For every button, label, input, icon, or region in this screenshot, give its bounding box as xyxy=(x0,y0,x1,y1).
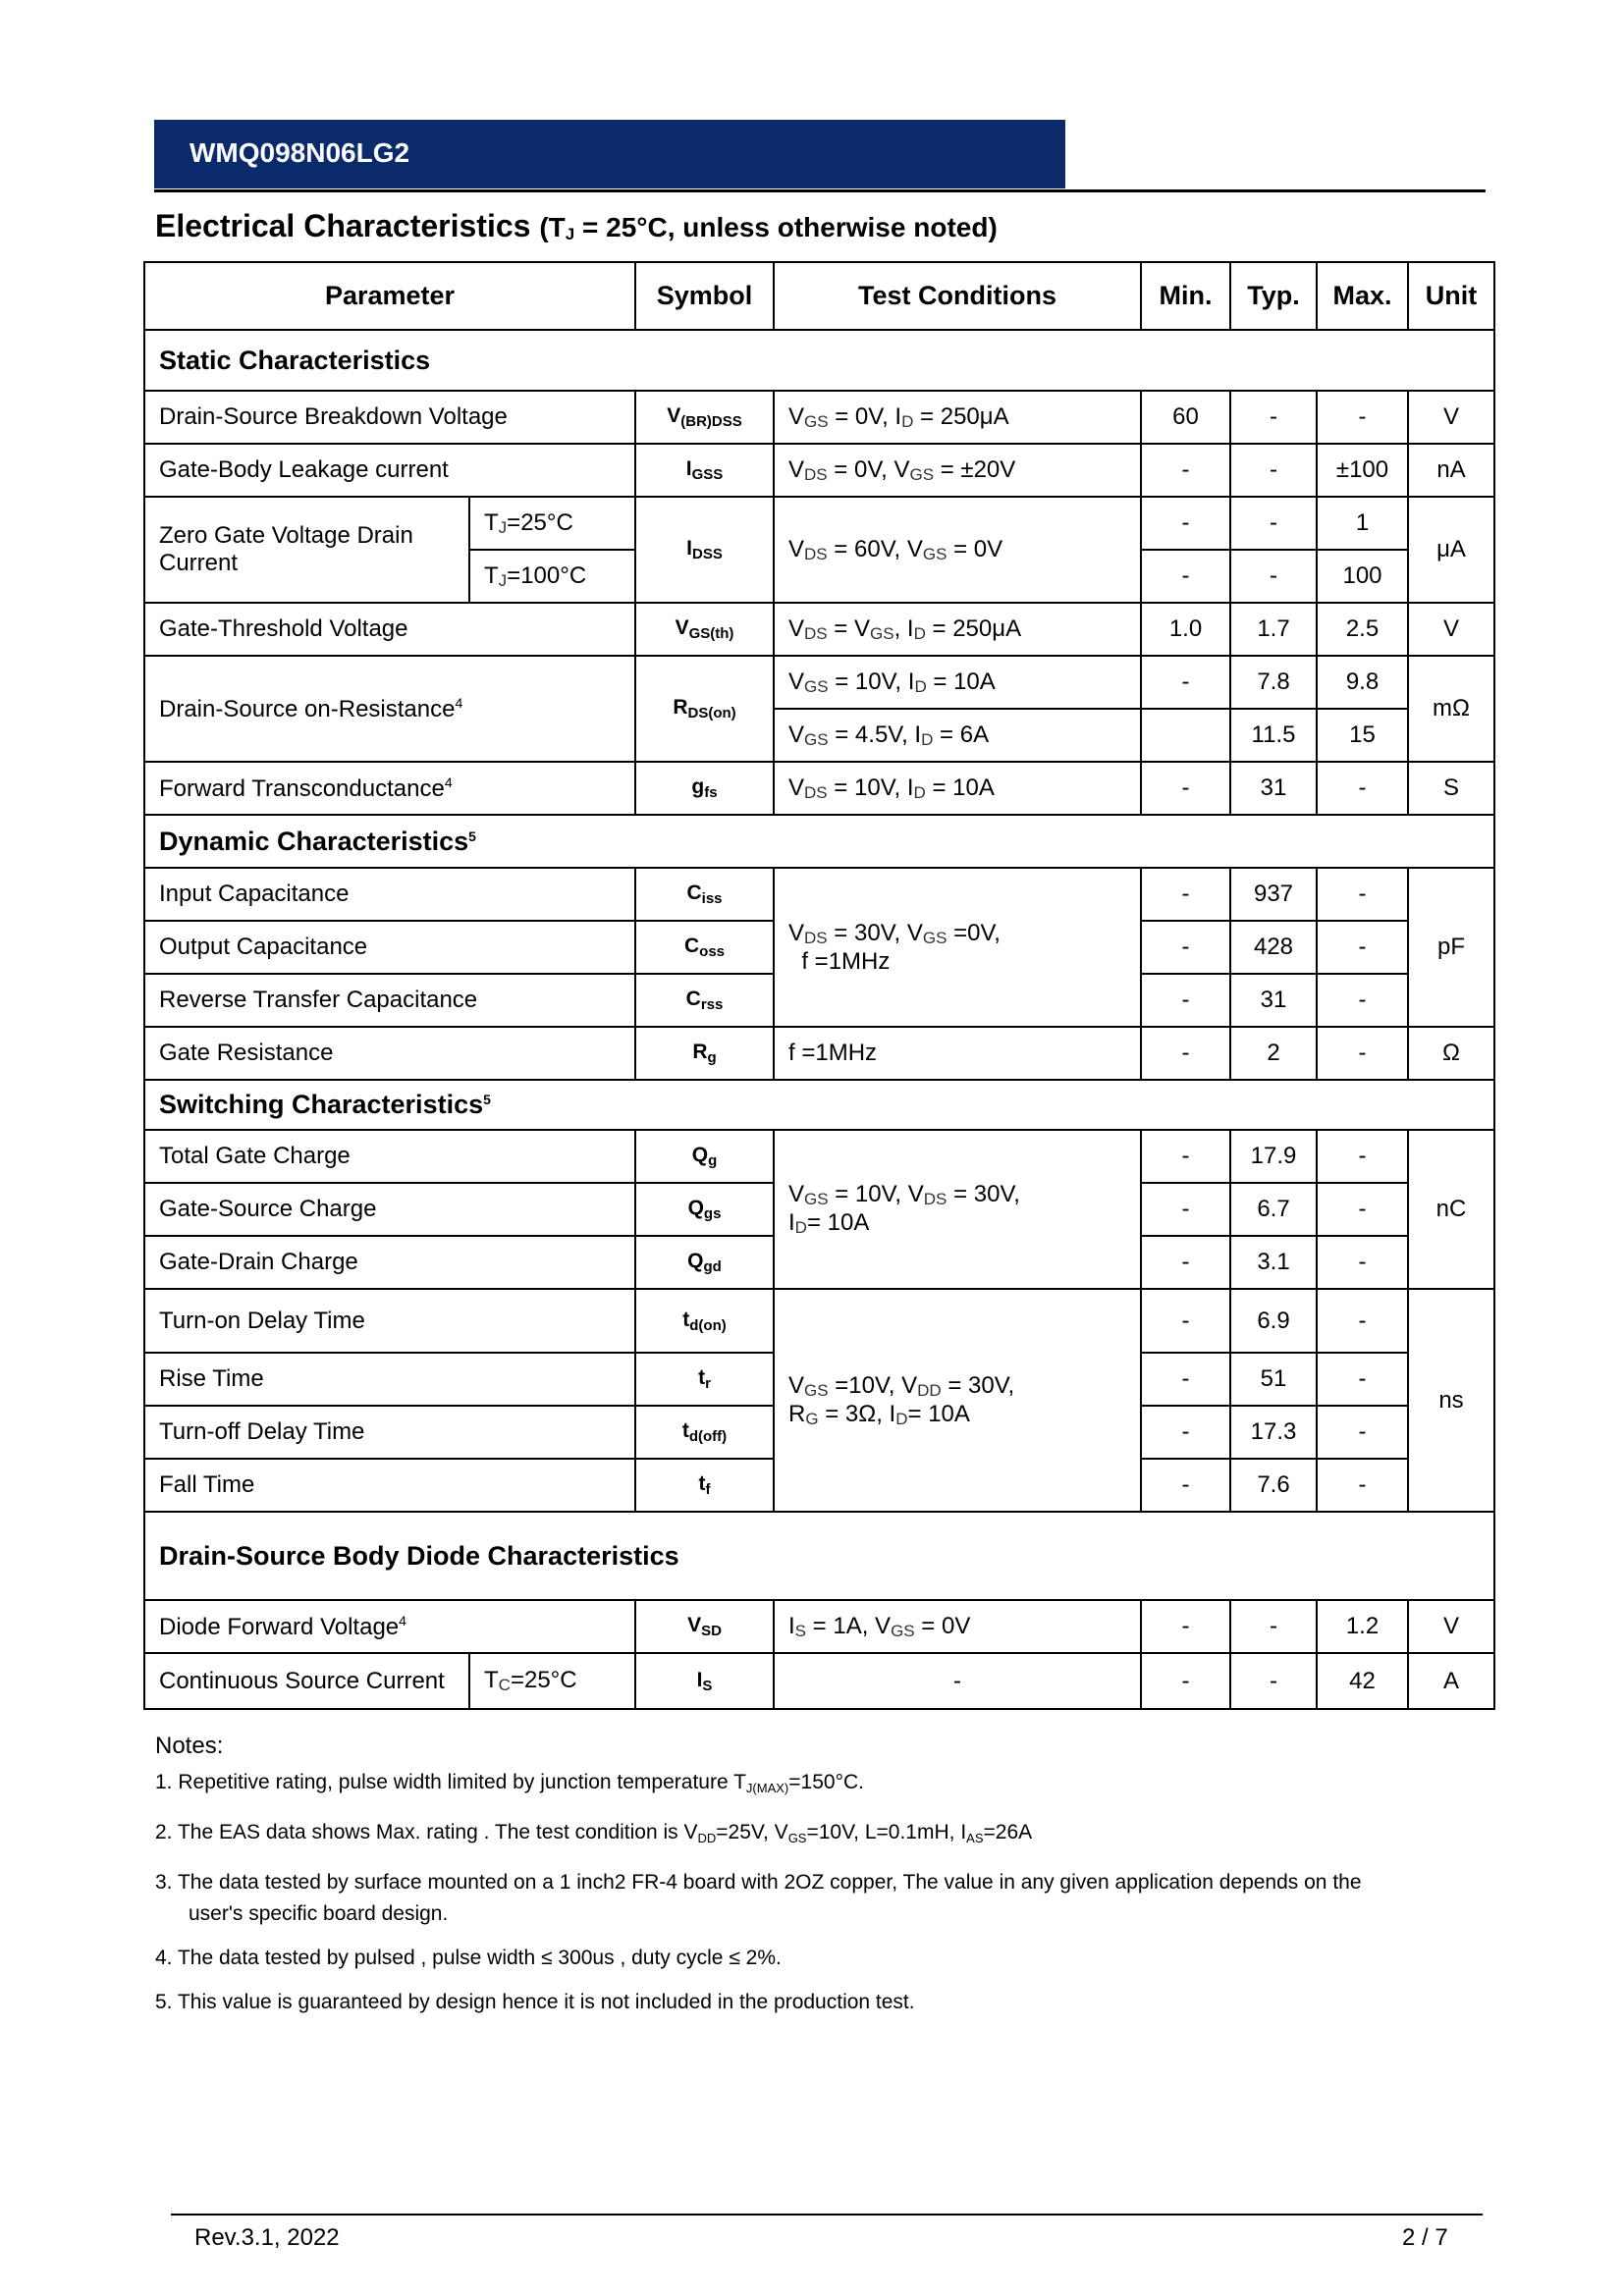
typ-cell: 11.5 xyxy=(1230,709,1317,762)
test-cell: VDS = 10V, ID = 10A xyxy=(774,762,1141,815)
test-cell: VDS = VGS, ID = 250μA xyxy=(774,603,1141,656)
symbol-cell: $t_f$ xyxy=(635,1459,774,1512)
note-3-cont: user's specific board design. xyxy=(189,1902,449,1925)
typ-cell: - xyxy=(1230,550,1317,603)
min-cell: - xyxy=(1141,1289,1230,1353)
unit-cell: ns xyxy=(1408,1289,1494,1512)
typ-cell: 7.8 xyxy=(1230,656,1317,709)
min-cell: - xyxy=(1141,1653,1230,1709)
section-dynamic: Dynamic Characteristics$^5$ xyxy=(144,815,1494,868)
param-cell: Diode Forward Voltage$^4$ xyxy=(144,1600,635,1653)
section-row xyxy=(144,330,1494,391)
header-rule xyxy=(154,189,1486,192)
typ-cell: 1.7 xyxy=(1230,603,1317,656)
symbol-cell: $V_{SD}$ xyxy=(635,1600,774,1653)
note-4: 4. The data tested by pulsed , pulse width ≤ 300us , duty cycle ≤ 2%. xyxy=(155,1947,782,1969)
footer-rule xyxy=(171,2214,1483,2216)
unit-cell: nC xyxy=(1408,1130,1494,1289)
typ-cell: 7.6 xyxy=(1230,1459,1317,1512)
min-cell: - xyxy=(1141,550,1230,603)
param-cell: Turn-on Delay Time xyxy=(144,1289,635,1353)
unit-cell: Ω xyxy=(1408,1027,1494,1080)
table-row xyxy=(144,1289,1494,1353)
note-3: 3. The data tested by surface mounted on a 1 inch2 FR-4 board with 2OZ copper, The value in any given application depends on the xyxy=(155,1871,1362,1894)
symbol-cell: $C_{oss}$ xyxy=(635,921,774,974)
min-cell: - xyxy=(1141,444,1230,497)
cond-cell: TJ=25°C xyxy=(469,497,635,550)
typ-cell: - xyxy=(1230,391,1317,444)
unit-cell: S xyxy=(1408,762,1494,815)
revision: Rev.3.1, 2022 xyxy=(194,2224,340,2251)
table-row xyxy=(144,1130,1494,1183)
note-5: 5. This value is guaranteed by design hence it is not included in the production test. xyxy=(155,1991,915,2013)
test-cell: f =1MHz xyxy=(774,1027,1141,1080)
table-row xyxy=(144,1027,1494,1080)
symbol-cell: $R_{DS(on)}$ xyxy=(635,656,774,762)
min-cell: - xyxy=(1141,1236,1230,1289)
symbol-cell: $V_{GS(th)}$ xyxy=(635,603,774,656)
symbol-cell: $I_{DSS}$ xyxy=(635,497,774,603)
min-cell: - xyxy=(1141,762,1230,815)
min-cell: - xyxy=(1141,656,1230,709)
min-cell: - xyxy=(1141,1130,1230,1183)
param-cell: Forward Transconductance$^4$ xyxy=(144,762,635,815)
table-row xyxy=(144,1600,1494,1653)
page-title xyxy=(155,208,998,244)
symbol-cell: $C_{rss}$ xyxy=(635,974,774,1027)
symbol-cell: $g_{fs}$ xyxy=(635,762,774,815)
max-cell: - xyxy=(1317,868,1408,921)
typ-cell: - xyxy=(1230,497,1317,550)
max-cell: 15 xyxy=(1317,709,1408,762)
table-row xyxy=(144,762,1494,815)
col-test-conditions: Test Conditions xyxy=(774,262,1141,330)
min-cell: - xyxy=(1141,974,1230,1027)
min-cell xyxy=(1141,709,1230,762)
table-row xyxy=(144,603,1494,656)
max-cell: ±100 xyxy=(1317,444,1408,497)
test-cell: VDS = 60V, VGS = 0V xyxy=(774,497,1141,603)
section-row xyxy=(144,815,1494,868)
max-cell: - xyxy=(1317,1236,1408,1289)
max-cell: 1 xyxy=(1317,497,1408,550)
symbol-cell: $I_S$ xyxy=(635,1653,774,1709)
typ-cell: 2 xyxy=(1230,1027,1317,1080)
max-cell: - xyxy=(1317,1459,1408,1512)
typ-cell: 31 xyxy=(1230,974,1317,1027)
param-cell: Gate-Body Leakage current xyxy=(144,444,635,497)
min-cell: - xyxy=(1141,1353,1230,1406)
test-cell: - xyxy=(774,1653,1141,1709)
param-cell: Output Capacitance xyxy=(144,921,635,974)
test-cell: VGS = 10V, VDS = 30V, ID= 10A xyxy=(774,1130,1141,1289)
min-cell: - xyxy=(1141,1406,1230,1459)
title-main: Electrical Characteristics xyxy=(155,208,531,243)
unit-cell: V xyxy=(1408,391,1494,444)
note-2: 2. The EAS data shows Max. rating . The test condition is $V_{DD}=25V$, $V_{GS}=10V$, L=0.1mH, $I_{AS}=26A$ xyxy=(155,1821,1033,1845)
typ-cell: - xyxy=(1230,444,1317,497)
typ-cell: 3.1 xyxy=(1230,1236,1317,1289)
symbol-cell: $Q_{gs}$ xyxy=(635,1183,774,1236)
unit-cell: V xyxy=(1408,603,1494,656)
table-row xyxy=(144,656,1494,709)
unit-cell: A xyxy=(1408,1653,1494,1709)
min-cell: 1.0 xyxy=(1141,603,1230,656)
test-cell: VGS = 10V, ID = 10A xyxy=(774,656,1141,709)
section-diode: Drain-Source Body Diode Characteristics xyxy=(144,1512,1494,1600)
typ-cell: 6.9 xyxy=(1230,1289,1317,1353)
param-cell: Rise Time xyxy=(144,1353,635,1406)
param-cell: Zero Gate Voltage Drain Current xyxy=(144,497,469,603)
typ-cell: 31 xyxy=(1230,762,1317,815)
symbol-cell: $I_{GSS}$ xyxy=(635,444,774,497)
min-cell: - xyxy=(1141,868,1230,921)
param-cell: Gate-Threshold Voltage xyxy=(144,603,635,656)
max-cell: - xyxy=(1317,1289,1408,1353)
col-parameter: Parameter xyxy=(144,262,635,330)
param-cell: Drain-Source Breakdown Voltage xyxy=(144,391,635,444)
symbol-cell: $t_{d(off)}$ xyxy=(635,1406,774,1459)
notes-title: Notes: xyxy=(155,1733,224,1759)
cond-cell: TJ=100°C xyxy=(469,550,635,603)
param-cell: Gate-Source Charge xyxy=(144,1183,635,1236)
min-cell: 60 xyxy=(1141,391,1230,444)
symbol-cell: $C_{iss}$ xyxy=(635,868,774,921)
min-cell: - xyxy=(1141,1183,1230,1236)
param-cell: Total Gate Charge xyxy=(144,1130,635,1183)
max-cell: 100 xyxy=(1317,550,1408,603)
max-cell: - xyxy=(1317,974,1408,1027)
test-cell: VGS =10V, VDD = 30V, RG = 3Ω, ID= 10A xyxy=(774,1289,1141,1512)
max-cell: - xyxy=(1317,921,1408,974)
test-cell: VGS = 0V, ID = 250μA xyxy=(774,391,1141,444)
section-row xyxy=(144,1080,1494,1130)
unit-cell: μA xyxy=(1408,497,1494,603)
symbol-cell: $Q_{gd}$ xyxy=(635,1236,774,1289)
min-cell: - xyxy=(1141,1459,1230,1512)
symbol-cell: $t_{d(on)}$ xyxy=(635,1289,774,1353)
typ-cell: 428 xyxy=(1230,921,1317,974)
table-row xyxy=(144,444,1494,497)
typ-cell: 17.3 xyxy=(1230,1406,1317,1459)
section-switching: Switching Characteristics$^5$ xyxy=(144,1080,1494,1130)
max-cell: 9.8 xyxy=(1317,656,1408,709)
symbol-cell: $t_r$ xyxy=(635,1353,774,1406)
test-cell: IS = 1A, VGS = 0V xyxy=(774,1600,1141,1653)
param-cell: Input Capacitance xyxy=(144,868,635,921)
test-cell: VDS = 30V, VGS =0V, f =1MHz xyxy=(774,868,1141,1027)
max-cell: - xyxy=(1317,1027,1408,1080)
max-cell: - xyxy=(1317,1406,1408,1459)
max-cell: - xyxy=(1317,762,1408,815)
typ-cell: 937 xyxy=(1230,868,1317,921)
typ-cell: 6.7 xyxy=(1230,1183,1317,1236)
table-row xyxy=(144,391,1494,444)
col-typ: Typ. xyxy=(1230,262,1317,330)
unit-cell: mΩ xyxy=(1408,656,1494,762)
min-cell: - xyxy=(1141,1600,1230,1653)
max-cell: - xyxy=(1317,1183,1408,1236)
min-cell: - xyxy=(1141,921,1230,974)
min-cell: - xyxy=(1141,1027,1230,1080)
typ-cell: 51 xyxy=(1230,1353,1317,1406)
param-cell: Gate-Drain Charge xyxy=(144,1236,635,1289)
header-bar xyxy=(154,120,1065,188)
typ-cell: 17.9 xyxy=(1230,1130,1317,1183)
col-max: Max. xyxy=(1317,262,1408,330)
part-number: WMQ098N06LG2 xyxy=(189,137,410,168)
test-cell: VGS = 4.5V, ID = 6A xyxy=(774,709,1141,762)
symbol-cell: $V_{(BR)DSS}$ xyxy=(635,391,774,444)
col-unit: Unit xyxy=(1408,262,1494,330)
min-cell: - xyxy=(1141,497,1230,550)
param-cell: Fall Time xyxy=(144,1459,635,1512)
cond-cell: TC=25°C xyxy=(469,1653,635,1709)
unit-cell: V xyxy=(1408,1600,1494,1653)
param-cell: Continuous Source Current xyxy=(144,1653,469,1709)
section-row xyxy=(144,1512,1494,1600)
param-cell: Turn-off Delay Time xyxy=(144,1406,635,1459)
table-row xyxy=(144,497,1494,550)
max-cell: - xyxy=(1317,391,1408,444)
table-row xyxy=(144,1653,1494,1709)
unit-cell: nA xyxy=(1408,444,1494,497)
param-cell: Gate Resistance xyxy=(144,1027,635,1080)
section-static: Static Characteristics xyxy=(144,330,1494,391)
max-cell: - xyxy=(1317,1130,1408,1183)
max-cell: 42 xyxy=(1317,1653,1408,1709)
typ-cell: - xyxy=(1230,1600,1317,1653)
test-cell: VDS = 0V, VGS = ±20V xyxy=(774,444,1141,497)
typ-cell: - xyxy=(1230,1653,1317,1709)
max-cell: 2.5 xyxy=(1317,603,1408,656)
electrical-characteristics-table xyxy=(143,261,1495,1710)
max-cell: 1.2 xyxy=(1317,1600,1408,1653)
symbol-cell: $R_g$ xyxy=(635,1027,774,1080)
param-cell: Reverse Transfer Capacitance xyxy=(144,974,635,1027)
notes xyxy=(155,1735,1490,2035)
symbol-cell: $Q_g$ xyxy=(635,1130,774,1183)
max-cell: - xyxy=(1317,1353,1408,1406)
param-cell: Drain-Source on-Resistance$^4$ xyxy=(144,656,635,762)
table-header-row xyxy=(144,262,1494,330)
page-number: 2 / 7 xyxy=(1402,2224,1448,2251)
table-row xyxy=(144,868,1494,921)
unit-cell: pF xyxy=(1408,868,1494,1027)
title-condition: ($T_J = 25^\circ C$, unless otherwise noted) xyxy=(539,212,998,243)
col-symbol: Symbol xyxy=(635,262,774,330)
note-1: 1. Repetitive rating, pulse width limited by junction temperature $T_{J(MAX)}=150^\circ C$. xyxy=(155,1771,864,1795)
col-min: Min. xyxy=(1141,262,1230,330)
